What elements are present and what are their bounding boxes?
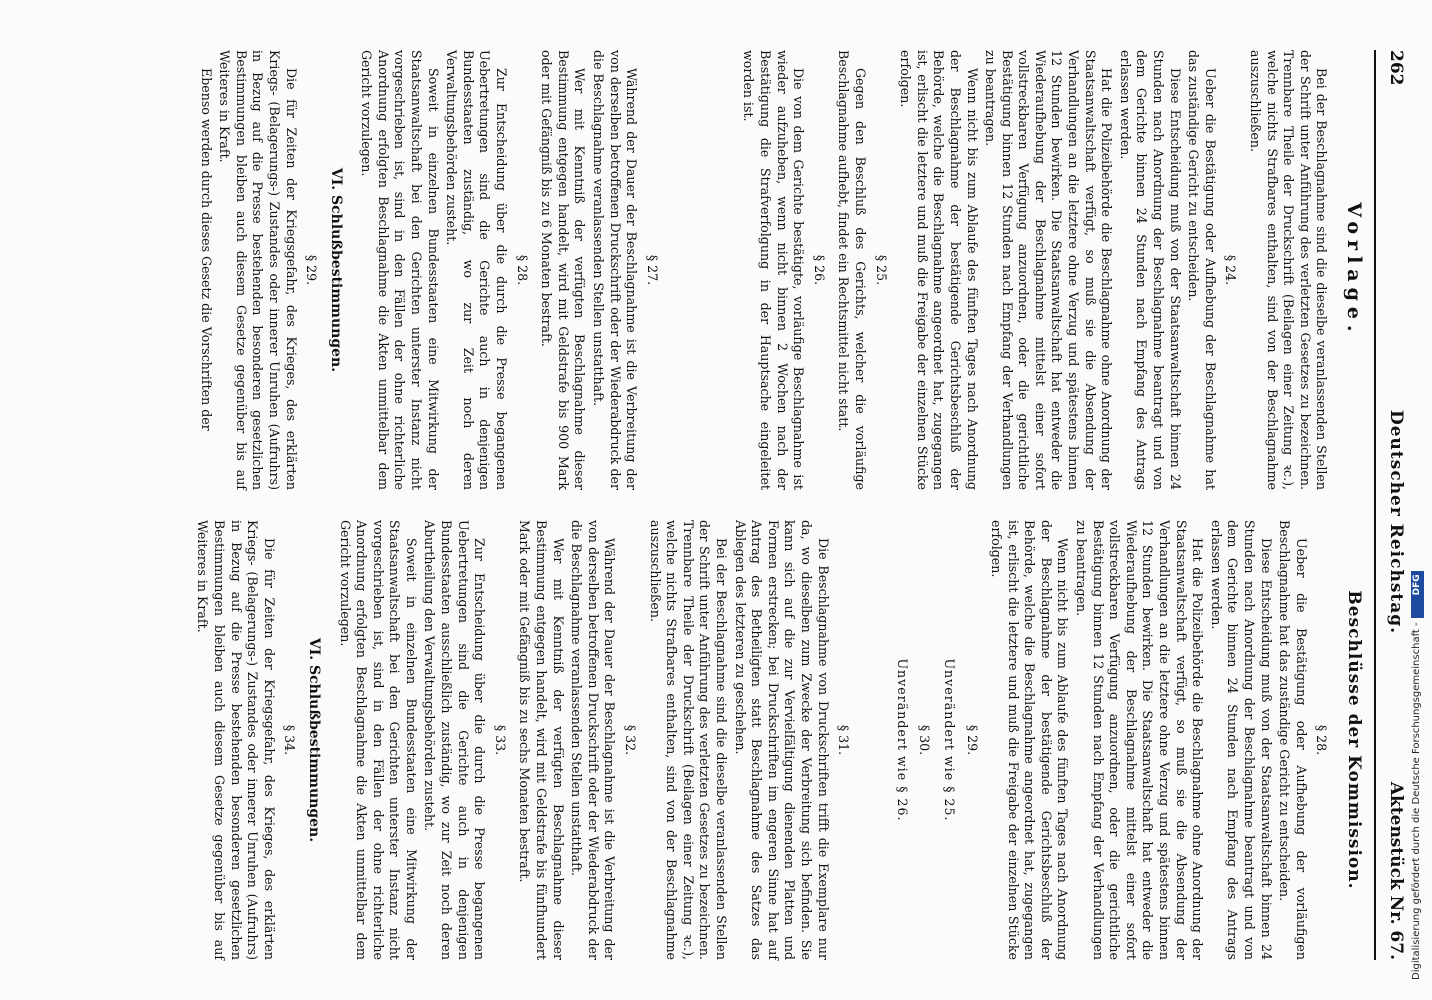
paragraph: Die von dem Gerichte bestätigte, vorläufige Beschlagnahme ist wieder aufzuheben, wenn nicht binnen 2 Wochen nach der Bestätigung die Strafverfolgung in der Hauptsache eingeleitet worden ist. bbox=[741, 50, 807, 490]
section-number: § 26. bbox=[811, 254, 827, 286]
footer-text: Digitalisierung gefördert durch die Deutsche Forschungsgemeinschaft - bbox=[1411, 622, 1422, 980]
paragraph: Wer mit Kenntniß der verfügten Beschlagnahme dieser Bestimmung entgegen handelt, wird mit Geldstrafe bis 900 Mark oder mit Gefängniß bis zu 6 Monaten bestraft. bbox=[539, 50, 588, 490]
section-number: § 33. bbox=[492, 724, 508, 756]
spacer bbox=[668, 50, 738, 490]
paragraph: Während der Dauer der Beschlagnahme ist die Verbreitung der von derselben betroffenen Druckschrift oder der Wiederabdruck der die Beschlagnahme veranlassenden Stellen unstatthaft. bbox=[591, 50, 640, 490]
section-number: § 27. bbox=[644, 254, 660, 286]
document-number: Aktenstück Nr. 67. bbox=[1386, 781, 1406, 960]
paragraph: Während der Dauer der Beschlagnahme ist die Verbreitung der von derselben betroffenen Druckschrift oder der Wiederabdruck der die Beschlagnahme veranlassenden Stellen unstatthaft. bbox=[569, 520, 618, 960]
paragraph: Die für Zeiten der Kriegsgefahr, des Krieges, des erklärten Kriegs- (Belagerungs-) Zustandes oder innerer Unruhen (Aufruhrs) in Bezug auf die Presse bestehenden besonderen gesetzlichen Bestimmungen bleiben auch diesem Gesetze gegenüber bis auf Weiteres in Kraft. bbox=[195, 520, 277, 960]
paragraph: Soweit in einzelnen Bundesstaaten eine Mitwirkung der Staatsanwaltschaft bei den Gerichten unterster Instanz nicht vorgeschrieben ist, sind in den Fällen der ohne richterliche Anordnung erfolgten Beschlagnahme die Akten unmittelbar dem Gericht vorzulegen. bbox=[359, 50, 441, 490]
paragraph: Bei der Beschlagnahme sind die dieselbe veranlassenden Stellen der Schrift unter Anführung des verletzten Gesetzes zu bezeichnen. Trennbare Theile der Druckschrift (Beilagen einer Zeitung ꝛc.), welche nichts Strafbares enthalten, sind von der Beschlagnahme auszuschließen. bbox=[647, 520, 729, 960]
section-title: VI. Schlußbestimmungen. bbox=[305, 637, 322, 843]
paragraph: Ueber die Bestätigung oder Aufhebung der Beschlagnahme hat das zuständige Gericht zu entscheiden. bbox=[1186, 50, 1218, 490]
section-number: § 28. bbox=[514, 254, 530, 286]
paragraph: Zur Entscheidung über die durch die Presse begangenen Uebertretungen sind die Gerichte auch in denjenigen Bundesstaaten ausschließlich zuständig, wo zur Zeit noch deren Aburtheilung den Verwaltungsbehörden zusteht. bbox=[422, 520, 488, 960]
right-column-beschluesse bbox=[192, 520, 1368, 960]
section-number: § 30. bbox=[917, 724, 933, 756]
column-heading: Vorlage. bbox=[1343, 202, 1365, 338]
column-heading: Beschlüsse der Kommission. bbox=[1344, 590, 1364, 890]
paragraph: Ueber die Bestätigung oder Aufhebung der vorläufigen Beschlagnahme hat das zuständige Gericht zu entscheiden. bbox=[1277, 520, 1309, 960]
section-title: VI. Schlußbestimmungen. bbox=[327, 167, 344, 373]
dfg-logo: DFG bbox=[1411, 571, 1424, 618]
journal-title: Deutscher Reichstag. bbox=[1386, 410, 1406, 635]
paragraph: Soweit in einzelnen Bundesstaaten eine Mitwirkung der Staatsanwaltschaft bei den Gerichten unterster Instanz nicht vorgeschrieben ist, sind in den Fällen der ohne richterliche Anordnung erfolgten Beschlagnahme die Akten unmittelbar dem Gericht vorzulegen. bbox=[337, 520, 419, 960]
footer-text-container bbox=[1402, 0, 1432, 1000]
paragraph: Ebenso werden durch dieses Gesetz die Vorschriften der bbox=[198, 68, 214, 431]
section-number: § 31. bbox=[836, 724, 852, 756]
paragraph: Hat die Polizeibehörde die Beschlagnahme ohne Anordnung der Staatsanwaltschaft verfügt, so muß sie die Absendung der Verhandlungen an die letztere ohne Verzug und spätestens binnen 12 Stunden bewirken. Die Staatsanwaltschaft hat entweder die Wiederaufhebung der Beschlagnahme mittelst einer sofort vollstreckbaren Verfügung anzuordnen, oder die gerichtliche Bestätigung binnen 12 Stunden nach Empfang der Verhandlungen zu beantragen. bbox=[1074, 520, 1206, 960]
section-number: § 34. bbox=[282, 724, 298, 756]
left-column-vorlage bbox=[195, 50, 1368, 490]
unchanged-note: Unverändert wie § 25. bbox=[941, 658, 957, 822]
paragraph: Zur Entscheidung über die durch die Presse begangenen Uebertretungen sind die Gerichte auch in denjenigen Bundesstaaten zuständig, wo zur Zeit noch deren Verwaltungsbehörden zusteht. bbox=[444, 50, 510, 490]
section-number: § 25. bbox=[873, 254, 889, 286]
section-number: § 29. bbox=[304, 254, 320, 286]
paragraph: Wenn nicht bis zum Ablaufe des fünften Tages nach Anordnung der Beschlagnahme der bestätigende Gerichtsbeschluß der Behörde, welche die Beschlagnahme angeordnet hat, zugegangen ist, erlischt die letztere und muß die Freigabe der einzelnen Stücke erfolgen. bbox=[989, 520, 1071, 960]
paragraph: Wenn nicht bis zum Ablaufe des fünften Tages nach Anordnung der Beschlagnahme der bestätigende Gerichtsbeschluß der Behörde, welche die Beschlagnahme angeordnet hat, zugegangen ist, erlischt die letztere und muß die Freigabe der einzelnen Stücke erfolgen. bbox=[898, 50, 980, 490]
section-number: § 24. bbox=[1223, 254, 1239, 286]
page-number: 262 bbox=[1386, 50, 1406, 86]
section-number: § 28. bbox=[1314, 724, 1330, 756]
unchanged-note: Unverändert wie § 26. bbox=[894, 658, 910, 822]
paragraph: Wer mit Kenntniß der verfügten Beschlagnahme dieser Bestimmung entgegen handelt, wird mit Geldstrafe bis fünfhundert Mark oder mit Gefängniß bis zu sechs Monaten bestraft. bbox=[517, 520, 566, 960]
paragraph: Gegen den Beschluß des Gerichts, welcher die vorläufige Beschlagnahme aufhebt, findet ein Rechtsmittel nicht statt. bbox=[836, 50, 868, 490]
spacer bbox=[859, 520, 887, 960]
paragraph: Diese Entscheidung muß von der Staatsanwaltschaft binnen 24 Stunden nach Anordnung der Beschlagnahme beantragt und von dem Gerichte binnen 24 Stunden nach Empfang des Antrags erlassen werden. bbox=[1208, 520, 1274, 960]
section-number: § 29. bbox=[964, 724, 980, 756]
section-number: § 32. bbox=[623, 724, 639, 756]
paragraph: Bei der Beschlagnahme sind die dieselbe veranlassenden Stellen der Schrift unter Anführung des verletzten Gesetzes zu bezeichnen. Trennbare Theile der Druckschrift (Beilagen einer Zeitung ꝛc.), welche nichts Strafbares enthalten, sind von der Beschlagnahme auszuschließen. bbox=[1248, 50, 1330, 490]
digitization-footer bbox=[1402, 0, 1432, 1000]
paragraph: Die Beschlagnahme von Druckschriften trifft die Exemplare nur da, wo dieselben zum Zwecke der Verbreitung sich befinden. Sie kann sich auf die zur Vervielfältigung dienenden Platten und Formen erstrecken; bei Druckschriften im engeren Sinne hat auf Antrag des Betheiligten statt Beschlagnahme des Satzes das Ablegen des letzteren zu geschehen. bbox=[732, 520, 831, 960]
paragraph: Hat die Polizeibehörde die Beschlagnahme ohne Anordnung der Staatsanwaltschaft verfügt, so muß sie die Absendung der Verhandlungen an die letztere ohne Verzug und spätestens binnen 12 Stunden bewirken. Die Staatsanwaltschaft hat entweder die Wiederaufhebung der Beschlagnahme mittelst einer sofort vollstreckbaren Verfügung anzuordnen, oder die gerichtliche Bestätigung binnen 12 Stunden nach Empfang der Verhandlungen zu beantragen. bbox=[983, 50, 1115, 490]
paragraph: Diese Entscheidung muß von der Staatsanwaltschaft binnen 24 Stunden nach Anordnung der Beschlagnahme beantragt und von dem Gerichte binnen 24 Stunden nach Empfang des Antrags erlassen werden. bbox=[1117, 50, 1183, 490]
paragraph: Die für Zeiten der Kriegsgefahr, des Krieges, des erklärten Kriegs- (Belagerungs-) Zustandes oder innerer Unruhen (Aufruhrs) in Bezug auf die Presse bestehenden besonderen gesetzlichen Bestimmungen bleiben auch diesem Gesetze gegenüber bis auf Weiteres in Kraft. bbox=[217, 50, 299, 490]
